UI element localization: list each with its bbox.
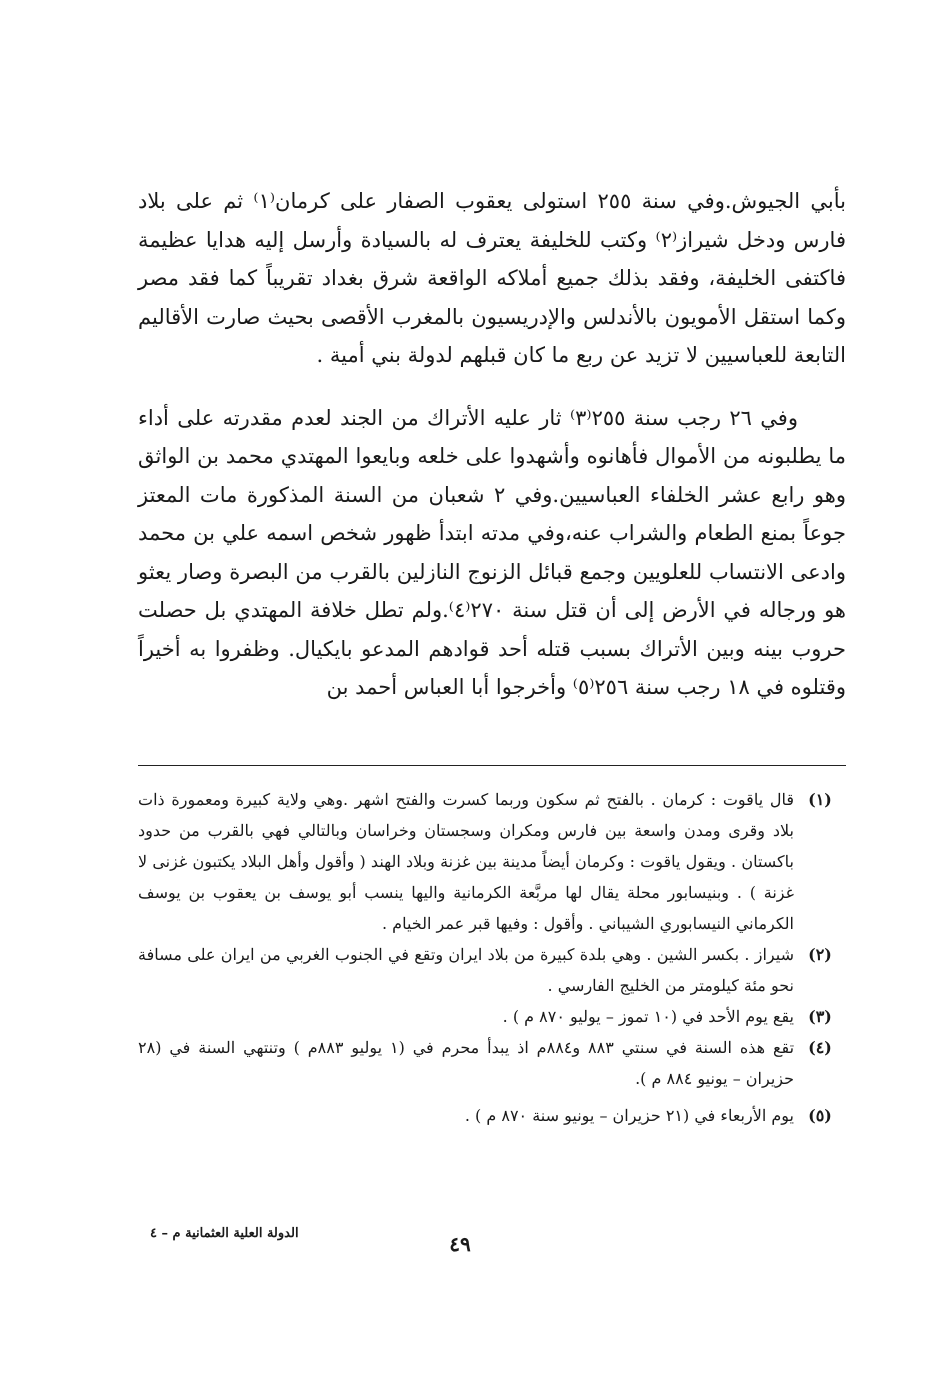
footnote-text: يوم الأربعاء في (٢١ حزيران – يونيو سنة ٨٧٠ م ) . — [464, 1106, 794, 1125]
page-number: ٤٩ — [449, 1232, 471, 1256]
footnote-number: (١) — [808, 790, 832, 809]
footnote-text: شيراز . بكسر الشين . وهي بلدة كبيرة من بلاد ايران وتقع في الجنوب الغربي من ايران على مسافة نحو مئة كيلومتر من الخليج الفارسي . — [138, 945, 794, 995]
footnote-text: يقع يوم الأحد في (١٠ تموز – يوليو ٨٧٠ م ) . — [502, 1007, 794, 1026]
footnote-2 — [138, 939, 846, 1001]
footnote-1 — [138, 784, 846, 939]
footnote-number: (٥) — [808, 1106, 832, 1125]
footnote-text: قال ياقوت : كرمان . بالفتح ثم سكون وربما كسرت والفتح اشهر .وهي ولاية كبيرة ومعمورة ذات بلاد وقرى ومدن واسعة بين فارس ومكران وسجستان وخراسان وبالتالي فهي بالقرب من حدود باكستان . ويقول ياقوت : وكرمان أيضاً مدينة بين غزنة وبلاد الهند ( وأقول وأهل البلاد يكتبون غزنى لا غزنة ) . وبنيسابور محلة يقال لها مربَّعة الكرمانية واليها ينسب أبو يوسف بن يعقوب بن يوسف الكرماني النيسابوري الشيباني . وأقول : وفيها قبر عمر الخيام . — [138, 790, 794, 933]
body-paragraph-1: بأبي الجيوش.وفي سنة ٢٥٥ استولى يعقوب الصفار على كرمان⁽١⁾ ثم على بلاد فارس ودخل شيراز⁽٢⁾ وكتب للخليفة يعترف له بالسيادة وأرسل إليه هدايا عظيمة فاكتفى الخليفة، وفقد بذلك جميع أملاكه الواقعة شرق بغداد تقريباً كما فقد مصر وكما استقل الأمويون بالأندلس والإدريسيون بالمغرب الأقصى بحيث صارت الأقاليم التابعة للعباسيين لا تزيد عن ربع ما كان قبلهم لدولة بني أمية . — [138, 189, 847, 367]
footnote-number: (٣) — [808, 1007, 832, 1026]
footnote-text: تقع هذه السنة في سنتي ٨٨٣ و٨٨٤م اذ يبدأ محرم في (١ يوليو ٨٨٣م ) وتنتهي السنة في (٢٨ حزيران – يونيو ٨٨٤ م ). — [138, 1038, 795, 1088]
footnote-number: (٤) — [808, 1038, 832, 1057]
main-text — [138, 182, 846, 707]
footnote-divider — [138, 765, 846, 766]
footnote-number: (٢) — [808, 945, 832, 964]
footnote-3 — [138, 1001, 846, 1032]
footnote-4 — [138, 1032, 846, 1094]
book-signature-marker: الدولة العلية العثمانية م – ٤ — [150, 1226, 299, 1241]
footnote-5 — [138, 1100, 846, 1131]
body-paragraph-2: وفي ٢٦ رجب سنة ٢٥٥⁽٣⁾ ثار عليه الأتراك من الجند لعدم مقدرته على أداء ما يطلبونه من الأموال فأهانوه وأشهدوا على خلعه وبايعوا المهتدي محمد بن الواثق وهو رابع عشر الخلفاء العباسيين.وفي ٢ شعبان من السنة المذكورة مات المعتز جوعاً بمنع الطعام والشراب عنه،وفي مدته ابتدأ ظهور شخص اسمه علي بن محمد وادعى الانتساب للعلويين وجمع قبائل الزنوج النازلين بالقرب من البصرة وصار يعثو هو ورجاله في الأرض إلى أن قتل سنة ٢٧٠⁽٤⁾.ولم تطل خلافة المهتدي بل حصلت حروب بينه وبين الأتراك بسبب قتله أحد قوادهم المدعو بايكيال. وظفروا به أخيراً وقتلوه في ١٨ رجب سنة ٢٥٦⁽٥⁾ وأخرجوا أبا العباس أحمد بن — [138, 405, 846, 699]
footnotes — [138, 784, 846, 1131]
